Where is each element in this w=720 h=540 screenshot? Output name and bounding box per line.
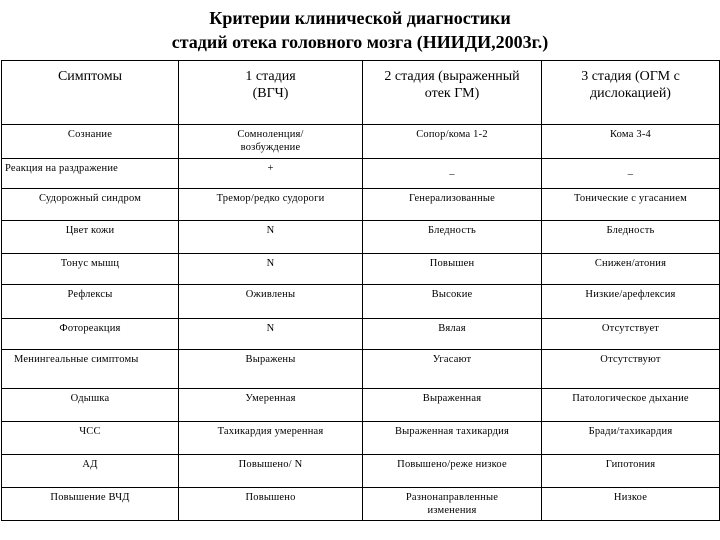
criteria-table bbox=[1, 60, 720, 521]
table-row bbox=[2, 319, 720, 350]
header-stage-3: 3 стадия (ОГМ с дислокацией) bbox=[542, 61, 720, 125]
stage-1-cell: Оживлены bbox=[179, 285, 363, 319]
stage-1-cell: Повышено bbox=[179, 488, 363, 521]
table-row bbox=[2, 488, 720, 521]
table-row bbox=[2, 189, 720, 221]
table-row bbox=[2, 350, 720, 389]
stage-2-cell: Вялая bbox=[363, 319, 542, 350]
table-row bbox=[2, 221, 720, 254]
symptom-cell: Фотореакция bbox=[2, 319, 179, 350]
stage-2-cell: Высокие bbox=[363, 285, 542, 319]
stage-3-cell: Низкие/арефлексия bbox=[542, 285, 720, 319]
symptom-cell: ЧСС bbox=[2, 422, 179, 455]
stage-2-cell: Повышен bbox=[363, 254, 542, 285]
stage-3-cell: Тонические с угасанием bbox=[542, 189, 720, 221]
header-stage-2: 2 стадия (выраженный отек ГМ) bbox=[363, 61, 542, 125]
stage-2-cell bbox=[363, 159, 542, 189]
symptom-cell: Сознание bbox=[2, 125, 179, 159]
stage-2-value: – bbox=[449, 169, 455, 180]
table-row bbox=[2, 389, 720, 422]
table-row bbox=[2, 422, 720, 455]
stage-3-cell: Патологическое дыхание bbox=[542, 389, 720, 422]
stage-2-cell: Угасают bbox=[363, 350, 542, 389]
stage-1-cell: Выражены bbox=[179, 350, 363, 389]
title-line-1: Критерии клинической диагностики bbox=[209, 8, 511, 28]
stage-3-cell: Отсутствуют bbox=[542, 350, 720, 389]
symptom-cell: Рефлексы bbox=[2, 285, 179, 319]
header-symptoms: Симптомы bbox=[2, 61, 179, 125]
stage-3-cell: Бради/тахикардия bbox=[542, 422, 720, 455]
stage-2-cell: Выраженная тахикардия bbox=[363, 422, 542, 455]
stage-3-cell: Низкое bbox=[542, 488, 720, 521]
stage-3-cell: Снижен/атония bbox=[542, 254, 720, 285]
stage-3-cell: Отсутствует bbox=[542, 319, 720, 350]
stage-1-cell: + bbox=[179, 159, 363, 189]
stage-1-cell: Тахикардия умеренная bbox=[179, 422, 363, 455]
symptom-cell: Повышение ВЧД bbox=[2, 488, 179, 521]
stage-3-cell: Бледность bbox=[542, 221, 720, 254]
stage-3-cell bbox=[542, 159, 720, 189]
page-title bbox=[0, 6, 720, 54]
symptom-cell: Менингеальные симптомы bbox=[2, 350, 179, 389]
table-row bbox=[2, 254, 720, 285]
stage-3-cell: Гипотония bbox=[542, 455, 720, 488]
stage-1-cell: N bbox=[179, 221, 363, 254]
stage-1-cell: Повышено/ N bbox=[179, 455, 363, 488]
header-stage-1: 1 стадия (ВГЧ) bbox=[179, 61, 363, 125]
symptom-cell: Цвет кожи bbox=[2, 221, 179, 254]
stage-3-value: – bbox=[627, 169, 634, 180]
stage-1-cell: Умеренная bbox=[179, 389, 363, 422]
symptom-cell: АД bbox=[2, 455, 179, 488]
title-line-2: стадий отека головного мозга (НИИДИ,2003г.) bbox=[171, 32, 549, 52]
stage-2-cell: Бледность bbox=[363, 221, 542, 254]
table-row bbox=[2, 285, 720, 319]
stage-2-cell: Сопор/кома 1-2 bbox=[363, 125, 542, 159]
stage-1-cell: N bbox=[179, 254, 363, 285]
stage-3-cell: Кома 3-4 bbox=[542, 125, 720, 159]
stage-1-cell: Тремор/редко судороги bbox=[179, 189, 363, 221]
symptom-cell: Судорожный синдром bbox=[2, 189, 179, 221]
stage-2-cell: Выраженная bbox=[363, 389, 542, 422]
stage-2-cell: Повышено/реже низкое bbox=[363, 455, 542, 488]
stage-2-cell: Генерализованные bbox=[363, 189, 542, 221]
table-header-row bbox=[2, 61, 720, 125]
table-row bbox=[2, 455, 720, 488]
symptom-cell: Тонус мышц bbox=[2, 254, 179, 285]
table-row bbox=[2, 125, 720, 159]
symptom-cell: Одышка bbox=[2, 389, 179, 422]
stage-1-cell: Сомноленция/ возбуждение bbox=[179, 125, 363, 159]
symptom-cell: Реакция на раздражение bbox=[2, 159, 179, 189]
table-row bbox=[2, 159, 720, 189]
stage-2-cell: Разнонаправленные изменения bbox=[363, 488, 542, 521]
stage-1-cell: N bbox=[179, 319, 363, 350]
